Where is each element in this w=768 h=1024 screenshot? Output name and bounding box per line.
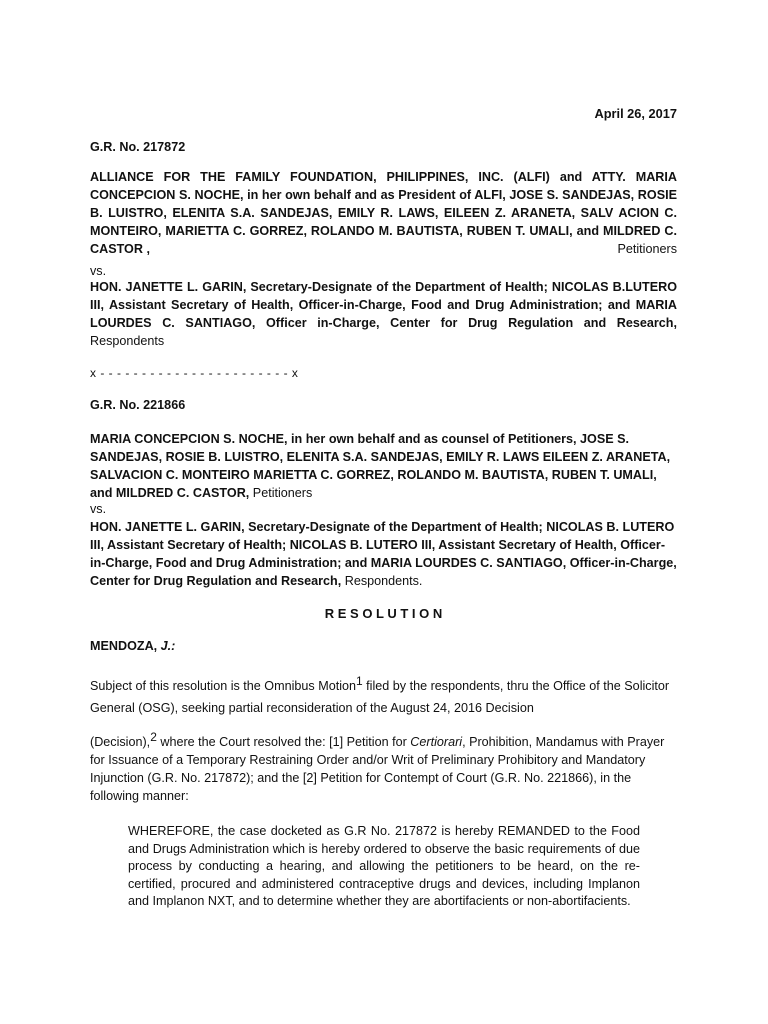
respondents-label-2: Respondents.: [344, 574, 423, 588]
parties-block-2-respondents: [90, 518, 677, 590]
ponente-line: [90, 639, 677, 653]
body-paragraph-1-cont: [90, 728, 677, 805]
versus-1: vs.: [90, 264, 107, 278]
para1-part-a: Subject of this resolution is the Omnibus Motion: [90, 679, 356, 694]
versus-2: vs.: [90, 502, 107, 516]
para1-part-f: , Prohibition, Mandamus with Prayer for Issuance of a Temporary Restraining Order and/or Writ of Preliminary Prohibitory and Mandatory Injunction (G.R. No. 217872); and the [2] Petition for Contempt of Court (G.R. No. 221866), in the following manner:: [90, 735, 665, 804]
para1-part-c: (Decision),: [90, 735, 151, 750]
ponente-name: MENDOZA,: [90, 639, 158, 653]
petitioners-names-2: MARIA CONCEPCION S. NOCHE, in her own behalf and as counsel of Petitioners, JOSE S. SANDEJAS, ROSIE B. LUISTRO, ELENITA S.A. SANDEJAS, EMILY R. LAWS EILEEN Z. ARANETA, SALVACION C. MONTEIRO MARIETTA C. GORREZ, ROLANDO M. BAUTISTA, RUBEN T. UMALI, and MILDRED C. CASTOR,: [90, 432, 671, 500]
petitioners-names-1: ALLIANCE FOR THE FAMILY FOUNDATION, PHILIPPINES, INC. (ALFI) and ATTY. MARIA CONCEPCION S. NOCHE, in her own behalf and as President of ALFI, JOSE S. SANDEJAS, ROSIE B. LUISTRO, ELENITA S.A. SANDEJAS, EMILY R. LAWS, EILEEN Z. ARANETA, SALV ACION C. MONTEIRO, MARIETTA C. GORREZ, ROLANDO M. BAUTISTA, RUBEN T. UMALI, and MILDRED C. CASTOR ,: [90, 170, 677, 256]
parties-block-1-respondents: [90, 278, 677, 350]
respondents-label-1: Respondents: [90, 334, 165, 348]
case-number-2: G.R. No. 221866: [90, 398, 186, 412]
para1-part-b: filed by the respondents, thru the Office of the Solicitor General (OSG), seeking partial reconsideration of the August 24, 2016 Decision: [90, 679, 670, 716]
para1-part-d: where the Court resolved the: [1] Petition for: [156, 735, 411, 750]
para1-italic-certiorari: Certiorari: [410, 735, 463, 750]
respondents-names-1: HON. JANETTE L. GARIN, Secretary-Designate of the Department of Health; NICOLAS B.LUTERO III, Assistant Secretary of Health, Officer-in-Charge, Food and Drug Administration; and MARIA LOURDES C. SANTIAGO, Officer in-Charge, Center for Drug Regulation and Research,: [90, 280, 677, 330]
separator-line: x - - - - - - - - - - - - - - - - - - - - - - - x: [90, 366, 299, 380]
resolution-heading: R E S O L U T I O N: [324, 606, 443, 621]
ponente-suffix: J.:: [160, 639, 176, 653]
petitioners-label-2: Petitioners: [252, 486, 313, 500]
footnote-ref-2: 2: [150, 730, 157, 744]
respondents-names-2: HON. JANETTE L. GARIN, Secretary-Designate of the Department of Health; NICOLAS B. LUTERO III, Assistant Secretary of Health; NICOLAS B. LUTERO III, Assistant Secretary of Health, Officer-in-Charge, Food and Drug Administration; and MARIA LOURDES C. SANTIAGO, Officer-in-Charge, Center for Drug Regulation and Research,: [90, 520, 677, 588]
footnote-ref-1: 1: [356, 674, 363, 688]
petitioners-label-1: Petitioners: [617, 242, 677, 256]
quoted-dispositive: WHEREFORE, the case docketed as G.R No. 217872 is hereby REMANDED to the Food and Drugs Administration which is hereby ordered to observe the basic requirements of due process by conducting a hearing, and allowing the petitioners to be heard, on the re-certified, procured and administered contraceptive drugs and devices, including Implanon and Implanon NXT, and to determine whether they are abortifacients or non-abortifacients.: [128, 824, 640, 908]
body-paragraph-1: [90, 670, 677, 719]
document-date: April 26, 2017: [594, 106, 677, 121]
case-number-1: G.R. No. 217872: [90, 140, 186, 154]
parties-block-1-petitioners: [90, 168, 677, 258]
parties-block-2-petitioners: [90, 430, 677, 502]
